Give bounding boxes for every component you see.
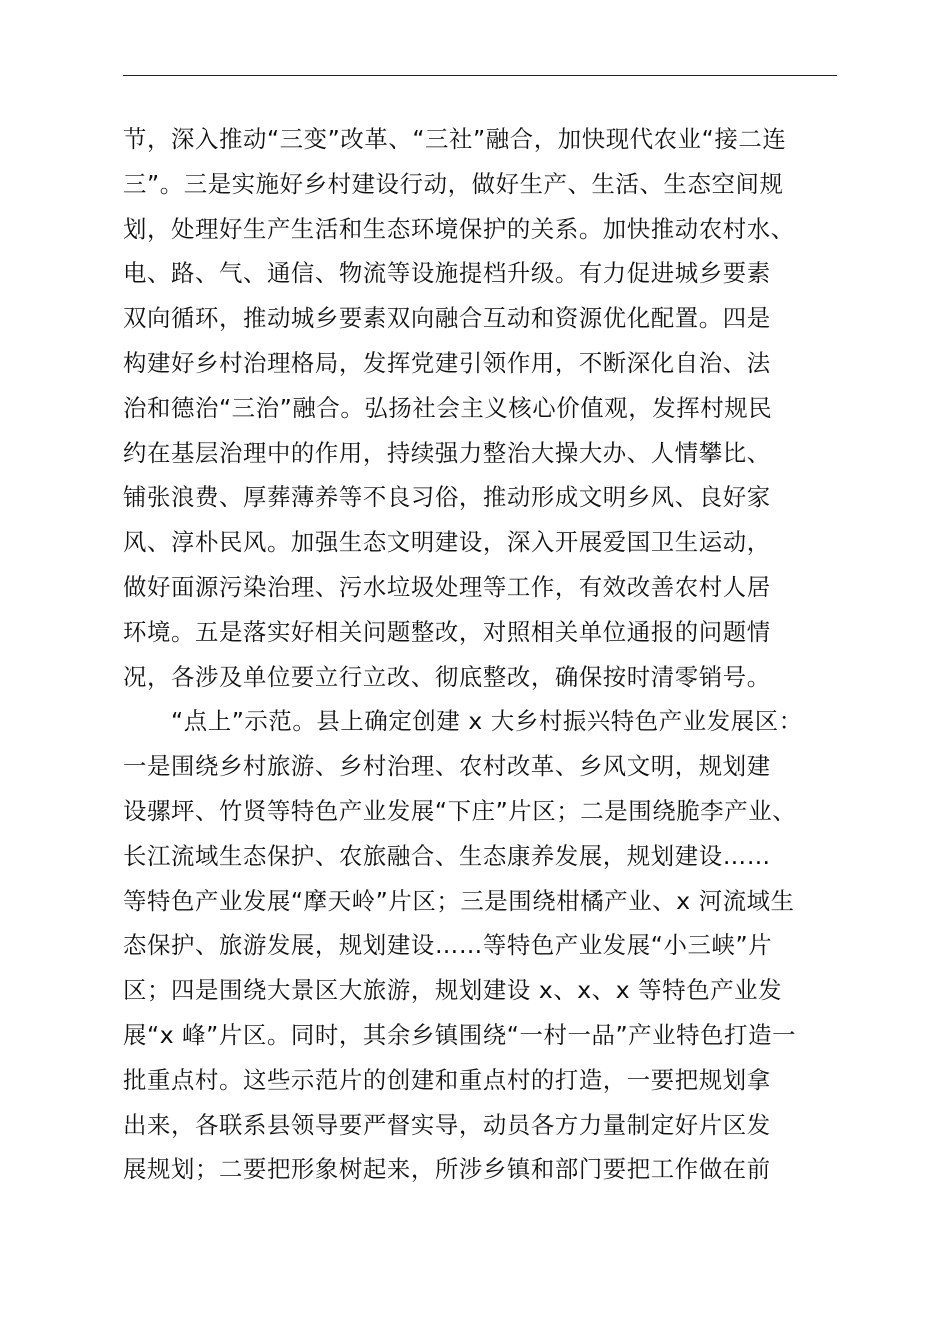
text-line: 三”。三是实施好乡村建设行动，做好生产、生活、生态空间规 xyxy=(123,169,784,198)
text-line: 展“x 峰”片区。同时，其余乡镇围绕“一村一品”产业特色打造一 xyxy=(123,1020,797,1049)
text-line: 等特色产业发展“摩天岭”片区；三是围绕柑橘产业、x 河流域生 xyxy=(123,886,795,915)
text-line: 风、淳朴民风。加强生态文明建设，深入开展爱国卫生运动， xyxy=(123,528,771,557)
text-line: 出来，各联系县领导要严督实导，动员各方力量制定好片区发 xyxy=(123,1110,771,1139)
text-line: 区；四是围绕大景区大旅游，规划建设 x、x、x 等特色产业发 xyxy=(123,976,783,1005)
text-line: 环境。五是落实好相关问题整改，对照相关单位通报的问题情 xyxy=(123,617,771,646)
text-line: 划，处理好生产生活和生态环境保护的关系。加快推动农村水、 xyxy=(123,214,795,243)
text-line: 长江流域生态保护、农旅融合、生态康养发展，规划建设…… xyxy=(123,841,771,870)
paragraph-start-line: “点上”示范。县上确定创建 x 大乡村振兴特色产业发展区： xyxy=(171,707,803,736)
text-line: 批重点村。这些示范片的创建和重点村的打造，一要把规划拿 xyxy=(123,1065,771,1094)
text-line: 铺张浪费、厚葬薄养等不良习俗，推动形成文明乡风、良好家 xyxy=(123,483,771,512)
text-line: 治和德治“三治”融合。弘扬社会主义核心价值观，发挥村规民 xyxy=(123,393,773,422)
text-line: 双向循环，推动城乡要素双向融合互动和资源优化配置。四是 xyxy=(123,304,771,333)
text-line: 态保护、旅游发展，规划建设……等特色产业发展“小三峡”片 xyxy=(123,931,773,960)
text-line: 况，各涉及单位要立行立改、彻底整改，确保按时清零销号。 xyxy=(123,662,771,691)
text-line: 展规划；二要把形象树起来，所涉乡镇和部门要把工作做在前 xyxy=(123,1155,771,1184)
text-line: 设骡坪、竹贤等特色产业发展“下庄”片区；二是围绕脆李产业、 xyxy=(123,796,797,825)
header-rule xyxy=(123,75,837,76)
text-line: 做好面源污染治理、污水垃圾处理等工作，有效改善农村人居 xyxy=(123,572,771,601)
body-text xyxy=(123,117,853,1192)
text-line: 电、路、气、通信、物流等设施提档升级。有力促进城乡要素 xyxy=(123,259,771,288)
text-line: 节，深入推动“三变”改革、“三社”融合，加快现代农业“接二连 xyxy=(123,125,787,153)
text-line: 一是围绕乡村旅游、乡村治理、农村改革、乡风文明，规划建 xyxy=(123,752,771,781)
text-line: 构建好乡村治理格局，发挥党建引领作用，不断深化自治、法 xyxy=(123,348,771,377)
text-line: 约在基层治理中的作用，持续强力整治大操大办、人情攀比、 xyxy=(123,438,771,467)
